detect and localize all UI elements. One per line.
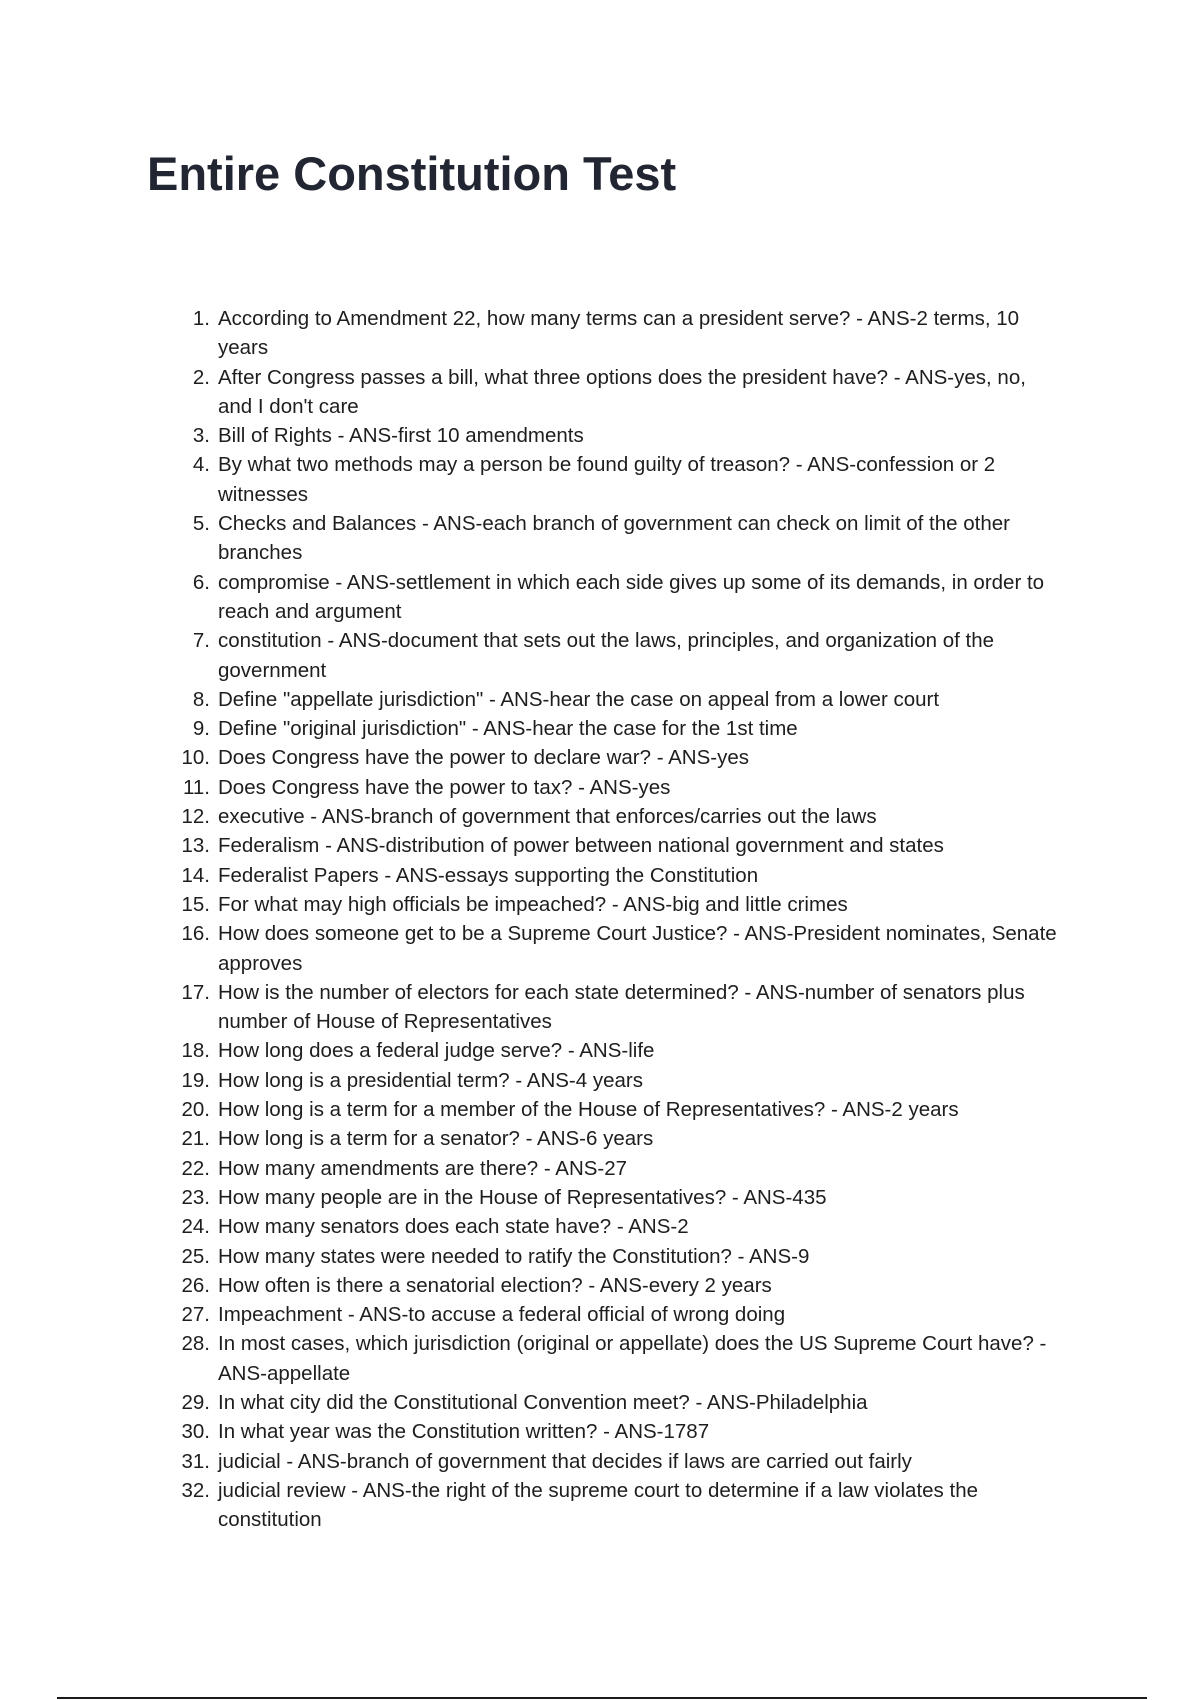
- list-item-number: 8.: [192, 687, 210, 711]
- list-item-number: 7.: [192, 629, 210, 653]
- list-item-text: How many people are in the House of Representatives? - ANS-435: [218, 1185, 827, 1209]
- list-item-number: 6.: [192, 570, 210, 594]
- list-item: [181, 1124, 1058, 1153]
- list-item-number: 17.: [181, 980, 210, 1004]
- list-item-text: compromise - ANS-settlement in which each side gives up some of its demands, in order to reach and argument: [218, 570, 1045, 623]
- list-item-text: Impeachment - ANS-to accuse a federal official of wrong doing: [218, 1303, 786, 1327]
- list-item: [181, 743, 1058, 772]
- list-item: [181, 1300, 1058, 1329]
- list-item: [181, 802, 1058, 831]
- list-item-text: Federalism - ANS-distribution of power between national government and states: [218, 834, 944, 858]
- list-item: [192, 626, 1058, 685]
- list-item-text: How often is there a senatorial election? - ANS-every 2 years: [218, 1273, 772, 1297]
- list-item-number: 25.: [181, 1244, 210, 1268]
- list-item-number: 14.: [181, 863, 210, 887]
- list-item-text: How does someone get to be a Supreme Court Justice? - ANS-President nominates, Senate approves: [218, 922, 1057, 975]
- list-item-text: judicial review - ANS-the right of the supreme court to determine if a law violates the constitution: [218, 1478, 978, 1532]
- list-item-text: In what city did the Constitutional Convention meet? - ANS-Philadelphia: [218, 1390, 868, 1414]
- list-item: [192, 450, 1058, 509]
- list-item-text: How long does a federal judge serve? - ANS-life: [218, 1039, 655, 1063]
- list-item: [181, 1271, 1058, 1300]
- list-item-number: 15.: [181, 892, 210, 916]
- list-item: [192, 304, 1058, 363]
- list-item: [181, 861, 1058, 890]
- list-item: [181, 978, 1058, 1037]
- list-item-number: 10.: [181, 746, 210, 770]
- list-item: [181, 1417, 1058, 1446]
- list-item-number: 18.: [181, 1039, 210, 1063]
- list-item-text: By what two methods may a person be found guilty of treason? - ANS-confession or 2 witnesses: [218, 453, 996, 506]
- list-item: [181, 919, 1058, 978]
- list-item: [181, 1154, 1058, 1183]
- list-item-number: 32.: [181, 1478, 210, 1502]
- list-item-text: In most cases, which jurisdiction (original or appellate) does the US Supreme Court have? - ANS-appellate: [218, 1332, 1047, 1385]
- list-item: [181, 1447, 1058, 1476]
- list-item-number: 23.: [181, 1185, 210, 1209]
- list-item-text: Define "appellate jurisdiction" - ANS-hear the case on appeal from a lower court: [218, 687, 940, 711]
- list-item-number: 16.: [181, 922, 210, 946]
- document-title: Entire Constitution Test: [147, 147, 677, 200]
- list-item-text: According to Amendment 22, how many terms can a president serve? - ANS-2 terms, 10 years: [218, 307, 1020, 360]
- list-item-text: For what may high officials be impeached? - ANS-big and little crimes: [218, 892, 848, 916]
- list-item: [181, 1095, 1058, 1124]
- list-item: [181, 1066, 1058, 1095]
- list-item-text: executive - ANS-branch of government that enforces/carries out the laws: [218, 805, 877, 829]
- list-item-text: How long is a term for a member of the House of Representatives? - ANS-2 years: [218, 1098, 959, 1122]
- list-item-number: 2.: [192, 365, 210, 389]
- list-item: [181, 1183, 1058, 1212]
- footer-divider: [57, 1697, 1147, 1699]
- list-item-number: 21.: [181, 1127, 210, 1151]
- list-item-number: 22.: [181, 1156, 210, 1180]
- list-item-number: 9.: [192, 717, 210, 741]
- list-item: [183, 773, 1058, 802]
- list-item: [192, 568, 1058, 627]
- list-item: [192, 421, 1058, 450]
- list-item-text: How long is a presidential term? - ANS-4 years: [218, 1068, 643, 1092]
- list-item-text: After Congress passes a bill, what three options does the president have? - ANS-yes, no, and I don't care: [218, 365, 1026, 418]
- list-item-number: 30.: [181, 1420, 210, 1444]
- list-item: [181, 1242, 1058, 1271]
- list-item-number: 28.: [181, 1332, 210, 1356]
- list-item-text: Does Congress have the power to tax? - ANS-yes: [218, 775, 671, 799]
- list-item-text: Does Congress have the power to declare war? - ANS-yes: [218, 746, 749, 770]
- list-item: [181, 890, 1058, 919]
- list-item-number: 1.: [192, 307, 210, 330]
- list-item-text: judicial - ANS-branch of government that decides if laws are carried out fairly: [218, 1449, 912, 1473]
- list-item-number: 13.: [181, 834, 210, 858]
- list-item-number: 27.: [181, 1303, 210, 1327]
- list-item-number: 19.: [181, 1068, 210, 1092]
- list-item-number: 11.: [183, 775, 210, 799]
- list-item-text: Federalist Papers - ANS-essays supporting the Constitution: [218, 863, 759, 887]
- list-item-number: 3.: [192, 424, 210, 448]
- question-answer-list: [181, 304, 1058, 1534]
- list-item-text: In what year was the Constitution written? - ANS-1787: [218, 1420, 710, 1444]
- list-item-number: 12.: [181, 805, 210, 829]
- list-item-text: Checks and Balances - ANS-each branch of government can check on limit of the other branches: [218, 512, 1010, 565]
- list-item: [192, 685, 1058, 714]
- list-item-text: How many senators does each state have? - ANS-2: [218, 1215, 689, 1239]
- list-item: [181, 1476, 1058, 1535]
- list-item: [181, 831, 1058, 860]
- list-item-number: 20.: [181, 1098, 210, 1122]
- list-item-text: constitution - ANS-document that sets out the laws, principles, and organization of the government: [218, 629, 995, 682]
- list-item: [181, 1329, 1058, 1388]
- list-item: [192, 509, 1058, 568]
- list-item-number: 5.: [192, 512, 210, 536]
- list-item-text: Bill of Rights - ANS-first 10 amendments: [218, 424, 584, 448]
- list-item-number: 4.: [192, 453, 210, 477]
- list-item-text: How many states were needed to ratify the Constitution? - ANS-9: [218, 1244, 810, 1268]
- list-item-number: 24.: [181, 1215, 210, 1239]
- list-item: [181, 1036, 1058, 1065]
- list-item: [192, 714, 1058, 743]
- list-item-text: How is the number of electors for each state determined? - ANS-number of senators plus number of House of Representatives: [218, 980, 1025, 1034]
- list-item-number: 26.: [181, 1273, 210, 1297]
- list-item-text: How many amendments are there? - ANS-27: [218, 1156, 628, 1180]
- list-item-number: 29.: [181, 1390, 210, 1414]
- list-item: [181, 1212, 1058, 1241]
- list-item-number: 31.: [181, 1449, 210, 1473]
- list-item: [181, 1388, 1058, 1417]
- list-item-text: Define "original jurisdiction" - ANS-hear the case for the 1st time: [218, 717, 798, 741]
- list-item-text: How long is a term for a senator? - ANS-6 years: [218, 1127, 654, 1151]
- list-item: [192, 363, 1058, 422]
